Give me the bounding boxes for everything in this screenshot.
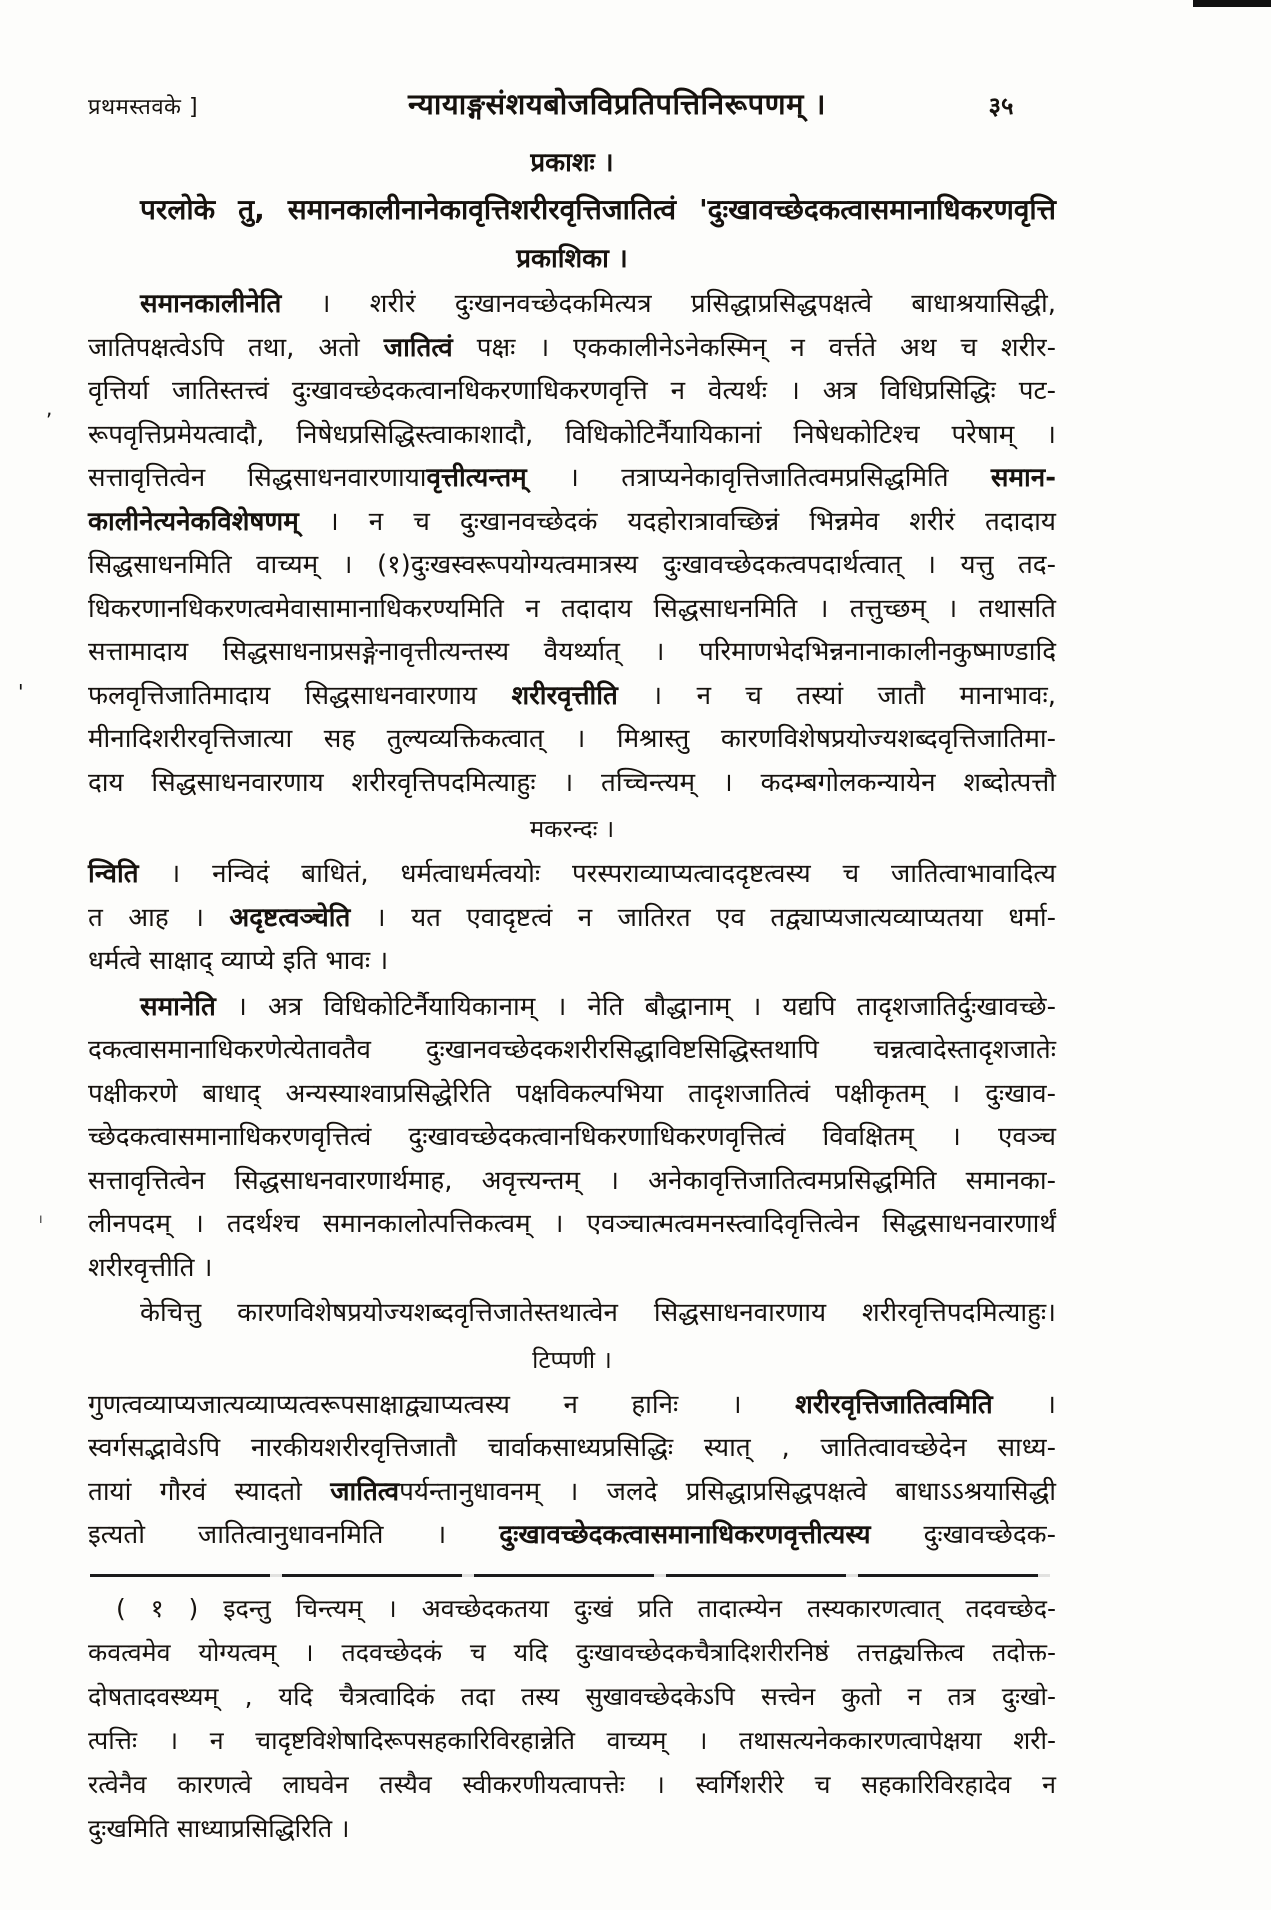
text-line: न्विति । नन्विदं बाधितं, धर्मत्वाधर्मत्वयोः परस्पराव्याप्यत्वाददृष्टत्वस्य च जातित्वाभावादित्य [88,859,1056,889]
text-line: समानकालीनेति । शरीरं दुःखानवच्छेदकमित्यत्र प्रसिद्धाप्रसिद्धपक्षत्वे बाधाश्रयासिद्धी, [140,289,1056,319]
text-line: धर्मत्वे साक्षाद् व्याप्ये इति भावः । [88,946,389,976]
text-line: सत्तावृत्तित्वेन सिद्धसाधनवारणार्थमाह, अवृत्त्यन्तम् । अनेकावृत्तिजातित्वमप्रसिद्धमिति समानका- [88,1165,1056,1196]
text-line: गुणत्वव्याप्यजात्यव्याप्यत्वरूपसाक्षाद्व्याप्यत्वस्य न हानिः । शरीरवृत्तिजातित्वमिति । [88,1389,1057,1420]
makaranda-heading: मकरन्दः । [529,815,615,843]
text-line: स्वर्गसद्भावेऽपि नारकीयशरीरवृत्तिजातौ चार्वाकसाध्यप्रसिद्धिः स्यात् , जातित्वावच्छेदेन साध्य- [88,1433,1056,1463]
makaranda-para-2 [88,986,1056,1291]
text-line: जातिपक्षत्वेऽपि तथा, अतो जातित्वं पक्षः । एककालीनेऽनेकस्मिन् न वर्त्तते अथ च शरीर- [88,332,1056,363]
scan-artifact-margin-3: । [38,1212,43,1226]
text-line: दोषतादवस्थ्यम् , यदि चैत्रत्वादिकं तदा तस्य सुखावच्छेदकेऽपि सत्त्वेन कुतो न तत्र दुःखो- [88,1681,1056,1711]
text-line: इत्यतो जातित्वानुधावनमिति । दुःखावच्छेदकत्वासमानाधिकरणवृत्तीत्यस्य दुःखावच्छेदक- [88,1520,1057,1550]
text-line: दकत्वासमानाधिकरणेत्येतावतैव दुःखानवच्छेदकशरीरसिद्धाविष्टसिद्धिस्तथापि चन्नत्वादेस्तादृशजातेः [88,1035,1056,1065]
tippani-heading: टिप्पणी । [532,1345,612,1374]
text-line: त्पत्तिः । न चादृष्टविशेषादिरूपसहकारिविरहान्नेति वाच्यम् । तथासत्यनेककारणत्वापेक्षया शरी- [88,1725,1056,1755]
text-line: च्छेदकत्वासमानाधिकरणवृत्तित्वं दुःखावच्छेदकत्वानधिकरणाधिकरणवृत्तित्वं विवक्षितम् । एवञ्च [88,1122,1056,1152]
header-chapter-label: प्रथमस्तवके ] [88,95,199,120]
text-line: रत्वेनैव कारणत्वे लाघवेन तस्यैव स्वीकरणीयत्वापत्तेः । स्वर्गिशरीरे च सहकारिविरहादेव न [88,1769,1056,1799]
scan-artifact-top-right [1193,0,1271,7]
text-line: कालीनेत्यनेकविशेषणम् । न च दुःखानवच्छेदकं यदहोरात्रावच्छिन्नं भिन्नमेव शरीरं तदादाय [88,506,1056,537]
footnote-rule [90,1574,1050,1577]
page-body [88,143,1056,1851]
text-line: रूपवृत्तिप्रमेयत्वादौ, निषेधप्रसिद्धिस्त्वाकाशादौ, विधिकोटिर्नैयायिकानां निषेधकोटिश्च परेषाम् । [88,419,1056,450]
prakasha-heading: प्रकाशः । [530,148,614,178]
text-line: दुःखमिति साध्याप्रसिद्धिरिति । [88,1813,350,1843]
scan-artifact-margin-2: ' [18,680,24,704]
scan-artifact-margin-1: , [46,396,53,420]
text-line: परलोके तु, समानकालीनानेकावृत्तिशरीरवृत्तिजातित्वं 'दुःखावच्छेदकत्वासमानाधिकरणवृत्ति [140,193,1056,226]
prakashika-heading: प्रकाशिका । [516,244,628,274]
text-line: त आह । अदृष्टत्वञ्चेति । यत एवादृष्टत्वं न जातिरत एव तद्व्याप्यजात्यव्याप्यतया धर्मा- [88,902,1056,933]
text-line: तायां गौरवं स्यादतो जातित्वपर्यन्तानुधावनम् । जलदे प्रसिद्धाप्रसिद्धपक्षत्वे बाधाऽऽश्रयासिद्धी [88,1476,1056,1507]
text-line: फलवृत्तिजातिमादाय सिद्धसाधनवारणाय शरीरवृत्तीति । न च तस्यां जातौ मानाभावः, [88,680,1056,711]
text-line: ( १ ) इदन्तु चिन्त्यम् । अवच्छेदकतया दुःखं प्रति तादात्म्येन तस्यकारणत्वात् तदवच्छेद- [116,1593,1056,1623]
kechittu-para [88,1292,1056,1336]
text-line: वृत्तिर्या जातिस्तत्त्वं दुःखावच्छेदकत्वानधिकरणाधिकरणवृत्ति न वेत्यर्थः । अत्र विधिप्रसिद्धिः पट- [88,376,1056,406]
text-line: सिद्धसाधनमिति वाच्यम् । (१)दुःखस्वरूपयोग्यत्वमात्रस्य दुःखावच्छेदकत्वपदार्थत्वात् । यत्तु तद- [88,550,1056,580]
text-line: कवत्वमेव योग्यत्वम् । तदवच्छेदकं च यदि दुःखावच्छेदकचैत्रादिशरीरनिष्ठं तत्तद्व्यक्तित्व तदोक्त- [88,1637,1056,1667]
page-content [88,84,1056,1853]
text-line: शरीरवृत्तीति । [88,1252,213,1283]
text-line: सत्तावृत्तित्वेन सिद्धसाधनवारणायावृत्तीत्यन्तम् । तत्राप्यनेकावृत्तिजातित्वमप्रसिद्धमिति समान- [88,463,1056,493]
text-line: पक्षीकरणे बाधाद् अन्यस्याश्वाप्रसिद्धेरिति पक्षविकल्पभिया तादृशजातित्वं पक्षीकृतम् । दुःखाव- [88,1078,1056,1109]
text-line: दाय सिद्धसाधनवारणाय शरीरवृत्तिपदमित्याहुः । तच्चिन्त्यम् । कदम्बगोलकन्यायेन शब्दोत्पत्तौ [88,767,1056,798]
text-line: केचित्तु कारणविशेषप्रयोज्यशब्दवृत्तिजातेस्तथात्वेन सिद्धसाधनवारणाय शरीरवृत्तिपदमित्याहुः। [140,1298,1056,1328]
text-line: समानेति । अत्र विधिकोटिर्नैयायिकानाम् । नेति बौद्धानाम् । यद्यपि तादृशजातिर्दुःखावच्छे- [140,991,1056,1022]
page-number: ३५ [988,92,1014,120]
text-line: धिकरणानधिकरणत्वमेवासामानाधिकरण्यमिति न तदादाय सिद्धसाधनमिति । तत्तुच्छम् । तथासति [88,593,1056,624]
text-line: लीनपदम् । तदर्थश्च समानकालोत्पत्तिकत्वम् । एवञ्चात्मत्वमनस्त्वादिवृत्तित्वेन सिद्धसाधनवारणार्थं [88,1209,1056,1239]
running-header [88,84,1056,123]
prakasha-verse [88,187,1056,233]
text-line: मीनादिशरीरवृत्तिजात्या सह तुल्यव्यक्तिकत्वात् । मिश्रास्तु कारणविशेषप्रयोज्यशब्दवृत्तिजातिमा- [88,724,1056,754]
page-title: न्यायाङ्गसंशयबोजविप्रतिपत्तिनिरूपणम् । [407,87,826,121]
prakashika-para [88,283,1056,805]
tippani-para [88,1384,1056,1558]
text-line: सत्तामादाय सिद्धसाधनाप्रसङ्गेनावृत्तीत्यन्तस्य वैयर्थ्यात् । परिमाणभेदभिन्ननानाकालीनकुष्माण्डादि [88,637,1056,667]
footnote-para [88,1587,1056,1851]
makaranda-para-1 [88,853,1056,984]
